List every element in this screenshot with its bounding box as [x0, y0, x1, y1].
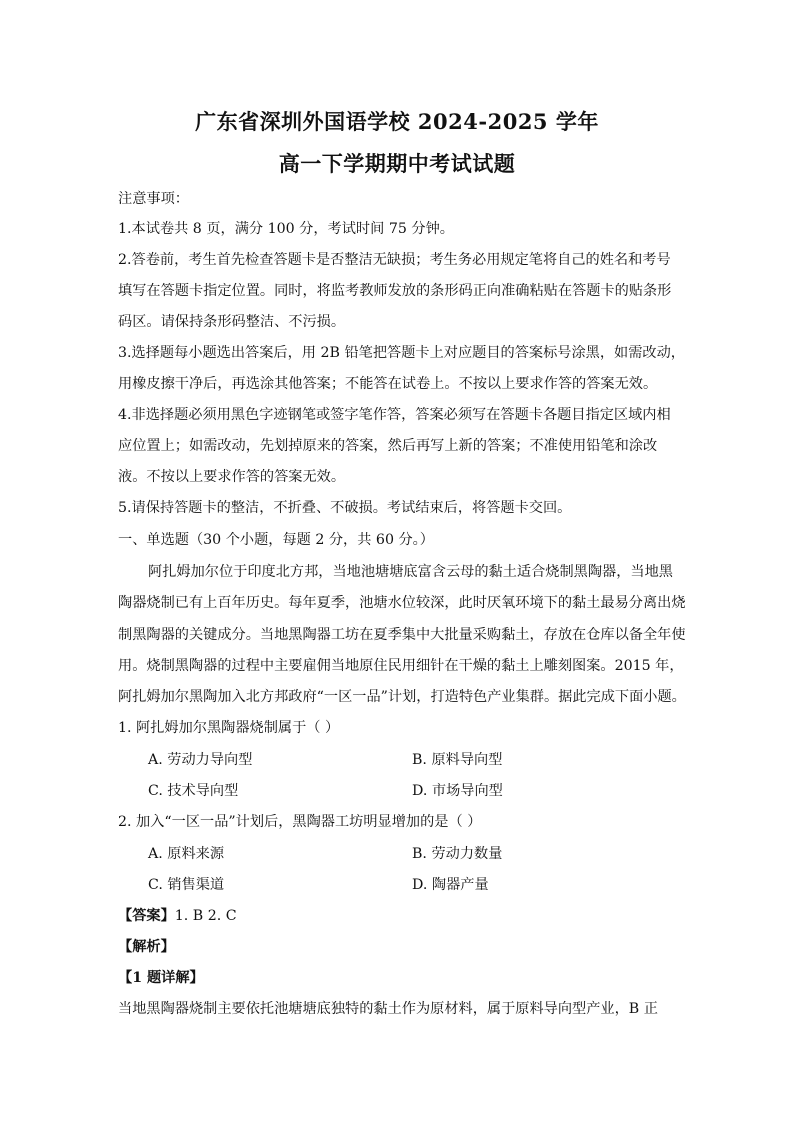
question-2-option-b: B. 劳动力数量: [412, 846, 503, 862]
question-2-option-d: D. 陶器产量: [412, 877, 489, 893]
passage-line: 阿扎姆加尔黑陶加入北方邦政府“一区一品”计划，打造特色产业集群。据此完成下面小题。: [118, 689, 686, 705]
notes-line: 用橡皮擦干净后，再选涂其他答案；不能答在试卷上。不按以上要求作答的答案无效。: [118, 376, 658, 392]
notes-line: 3.选择题每小题选出答案后，用 2B 铅笔把答题卡上对应题目的答案标号涂黑，如需改动，: [118, 345, 685, 361]
document-title-line-2: 高一下学期期中考试试题: [278, 151, 516, 176]
notes-line: 4.非选择题必须用黑色字迹钢笔或签字笔作答，答案必须写在答题卡各题目指定区域内相: [118, 407, 671, 423]
passage-line: 用。烧制黑陶器的过程中主要雇佣当地原住民用细针在干燥的黏土上雕刻图案。2015 年，: [118, 658, 684, 674]
passage-line: 阿扎姆加尔位于印度北方邦，当地池塘塘底富含云母的黏土适合烧制黑陶器，当地黑: [148, 564, 673, 580]
question-1-stem: 1. 阿扎姆加尔黑陶器烧制属于（ ）: [118, 720, 340, 736]
notes-heading: 注意事项：: [118, 191, 189, 207]
notes-line: 5.请保持答题卡的整洁，不折叠、不破损。考试结束后，将答题卡交回。: [118, 500, 572, 516]
answer-line: [118, 905, 237, 925]
question-2-stem: 2. 加入“一区一品”计划后，黑陶器工坊明显增加的是（ ）: [118, 814, 482, 830]
analysis-label: 【解析】: [118, 939, 175, 955]
notes-line: 1.本试卷共 8 页，满分 100 分，考试时间 75 分钟。: [118, 221, 454, 237]
question-2-option-c: C. 销售渠道: [148, 877, 225, 893]
notes-line: 2.答卷前，考生首先检查答题卡是否整洁无缺损；考生务必用规定笔将自己的姓名和考号: [118, 252, 671, 268]
analysis-line: 当地黑陶器烧制主要依托池塘塘底独特的黏土作为原材料，属于原料导向型产业，B 正: [118, 1001, 658, 1017]
document-title-line-1: 广东省深圳外国语学校 2024-2025 学年: [195, 109, 599, 134]
passage-line: 制黑陶器的关键成分。当地黑陶器工坊在夏季集中大批量采购黏土，存放在仓库以备全年使: [118, 627, 686, 643]
question-1-option-a: A. 劳动力导向型: [148, 752, 253, 768]
question-1-option-d: D. 市场导向型: [412, 783, 503, 799]
section-heading: 一、单选题（30 个小题，每题 2 分，共 60 分。）: [118, 532, 434, 548]
passage-line: 陶器烧制已有上百年历史。每年夏季，池塘水位较深，此时厌氧环境下的黏土最易分离出烧: [118, 595, 686, 611]
answer-text: 1. B 2. C: [174, 908, 237, 924]
answer-label: 【答案】: [118, 908, 175, 924]
question-1-option-c: C. 技术导向型: [148, 783, 239, 799]
notes-line: 液。不按以上要求作答的答案无效。: [118, 469, 346, 485]
notes-line: 填写在答题卡指定位置。同时，将监考教师发放的条形码正向准确粘贴在答题卡的贴条形: [118, 283, 672, 299]
notes-line: 应位置上；如需改动，先划掉原来的答案，然后再写上新的答案；不准使用铅笔和涂改: [118, 438, 658, 454]
notes-line: 码区。请保持条形码整洁、不污损。: [118, 314, 346, 330]
question-2-option-a: A. 原料来源: [148, 846, 225, 862]
analysis-sub-label: 【1 题详解】: [118, 970, 204, 986]
question-1-option-b: B. 原料导向型: [412, 752, 503, 768]
